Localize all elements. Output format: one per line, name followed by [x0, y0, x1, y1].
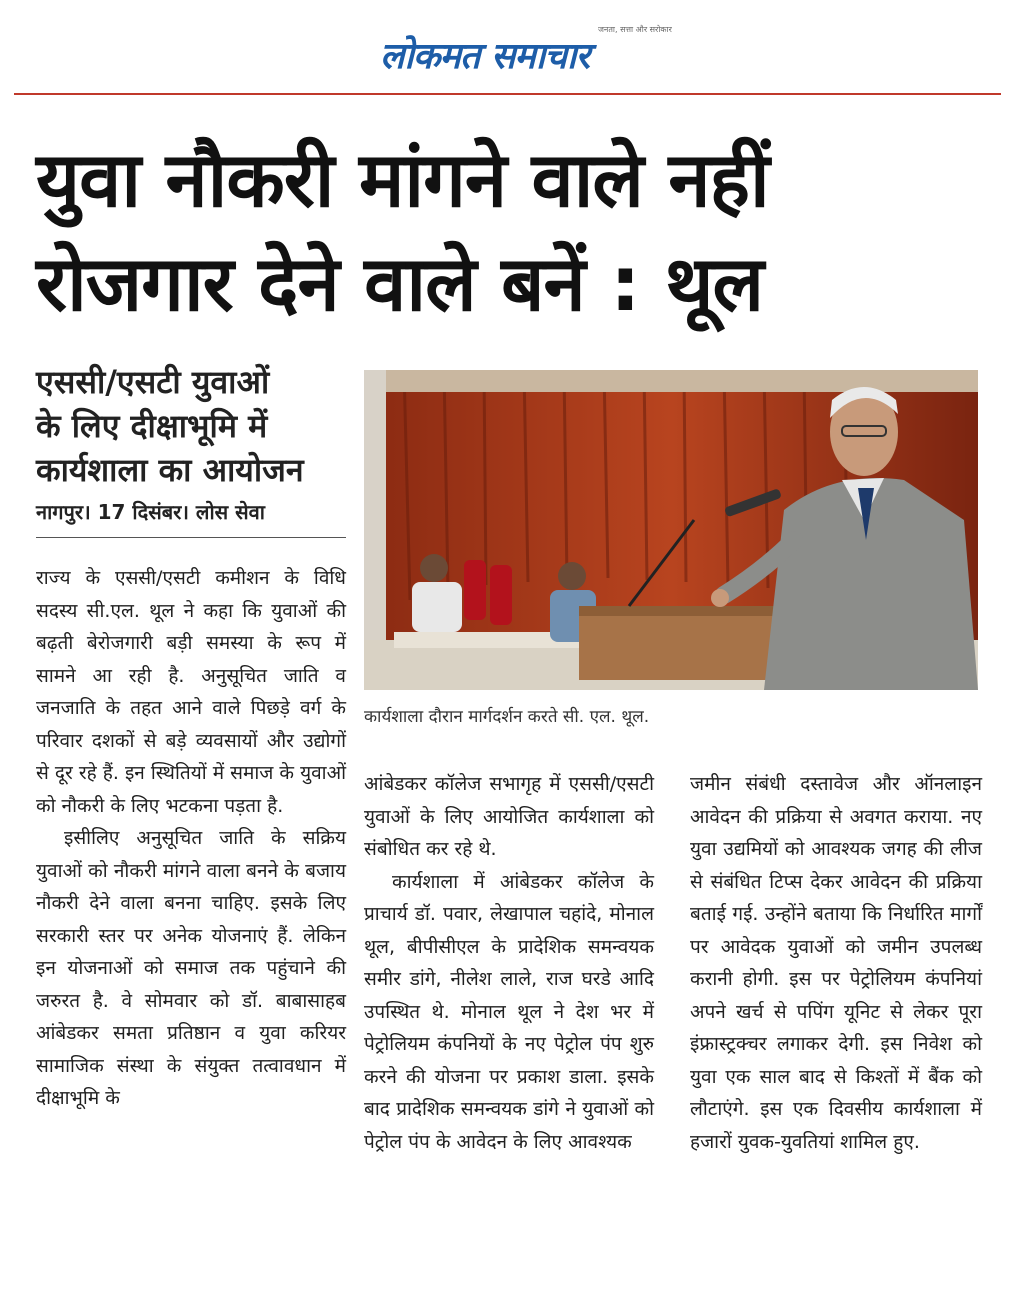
news-photo	[364, 370, 978, 690]
article-column-2	[364, 768, 654, 1158]
newspaper-logo: लोकमत समाचार	[380, 36, 590, 77]
subhead-divider	[36, 537, 346, 538]
paragraph: इसीलिए अनुसूचित जाति के सक्रिय युवाओं को नौकरी मांगने वाला बनने के बजाय नौकरी देने वाला बनना चाहिए. इसके लिए सरकारी स्तर पर अनेक योजनाएं हैं. लेकिन इन योजनाओं को समाज तक पहुंचाने की जरुरत है. वे सोमवार को डॉ. बाबासाहब आंबेडकर समता प्रतिष्ठान व युवा करियर सामाजिक संस्था के संयुक्त तत्वावधान में दीक्षाभूमि के	[36, 827, 346, 1109]
headline-line-1: युवा नौकरी मांगने वाले नहीं	[36, 135, 769, 224]
paragraph: कार्यशाला में आंबेडकर कॉलेज के प्राचार्य डॉ. पवार, लेखापाल चहांदे, मोनाल थूल, बीपीसीएल के प्रादेशिक समन्वयक समीर डांगे, नीलेश लाले, राज घरडे आदि उपस्थित थे. मोनाल थूल ने देश भर में पेट्रोलियम कंपनियों के नए पेट्रोल पंप शुरु करने की योजना पर प्रकाश डाला. इसके बाद प्रादेशिक समन्वयक डांगे ने युवाओं को पेट्रोल पंप के आवेदन के लिए आवश्यक	[364, 870, 654, 1153]
paragraph: आंबेडकर कॉलेज सभागृह में एससी/एसटी युवाओं के लिए आयोजित कार्यशाला को संबोधित कर रहे थे.	[364, 773, 654, 860]
paragraph: जमीन संबंधी दस्तावेज और ऑनलाइन आवेदन की प्रक्रिया से अवगत कराया. नए युवा उद्यमियों को आवश्यक जगह की लीज से संबंधित टिप्स देकर आवेदन की प्रक्रिया बताई गई. उन्होंने बताया कि निर्धारित मार्गों पर आवेदक युवाओं को जमीन उपलब्ध करानी होगी. इस पर पेट्रोलियम कंपनियां अपने खर्च से पपिंग यूनिट से लेकर पूरा इंफ्रास्ट्रक्चर लगाकर देगी. इस निवेश को युवा एक साल बाद से किश्तों में बैंक को लौटाएंगे. इस एक दिवसीय कार्यशाला में हजारों युवक-युवतियां शामिल हुए.	[690, 773, 982, 1153]
headline	[36, 128, 986, 336]
paragraph: राज्य के एससी/एसटी कमीशन के विधि सदस्य सी.एल. थूल ने कहा कि युवाओं की बढ़ती बेरोजगारी बड़ी समस्या के रूप में सामने आ रही है. अनुसूचित जाति व जनजाति के तहत आने वाले पिछड़े वर्ग के परिवार दशकों से बड़े व्यवसायों और उद्योगों से दूर रहे हैं. इन स्थितियों में समाज के युवाओं को नौकरी के लिए भटकना पड़ता है.	[36, 567, 346, 817]
article-column-1	[36, 562, 346, 1115]
masthead	[0, 22, 1009, 92]
dateline: नागपुर। 17 दिसंबर। लोस सेवा	[36, 500, 265, 524]
subheadline-line-1: एससी/एसटी युवाओं	[36, 363, 270, 401]
speaker-photo-illustration	[364, 370, 978, 690]
masthead-tagline: जनता, सत्ता और सरोकार	[598, 25, 672, 34]
masthead-divider	[14, 93, 1001, 95]
subheadline-line-2: के लिए दीक्षाभूमि में	[36, 407, 268, 445]
article-column-3	[690, 768, 982, 1158]
headline-line-2: रोजगार देने वाले बनें : थूल	[36, 239, 764, 328]
subheadline-line-3: कार्यशाला का आयोजन	[36, 451, 304, 489]
subheadline	[36, 360, 346, 492]
photo-caption: कार्यशाला दौरान मार्गदर्शन करते सी. एल. थूल.	[364, 707, 650, 727]
